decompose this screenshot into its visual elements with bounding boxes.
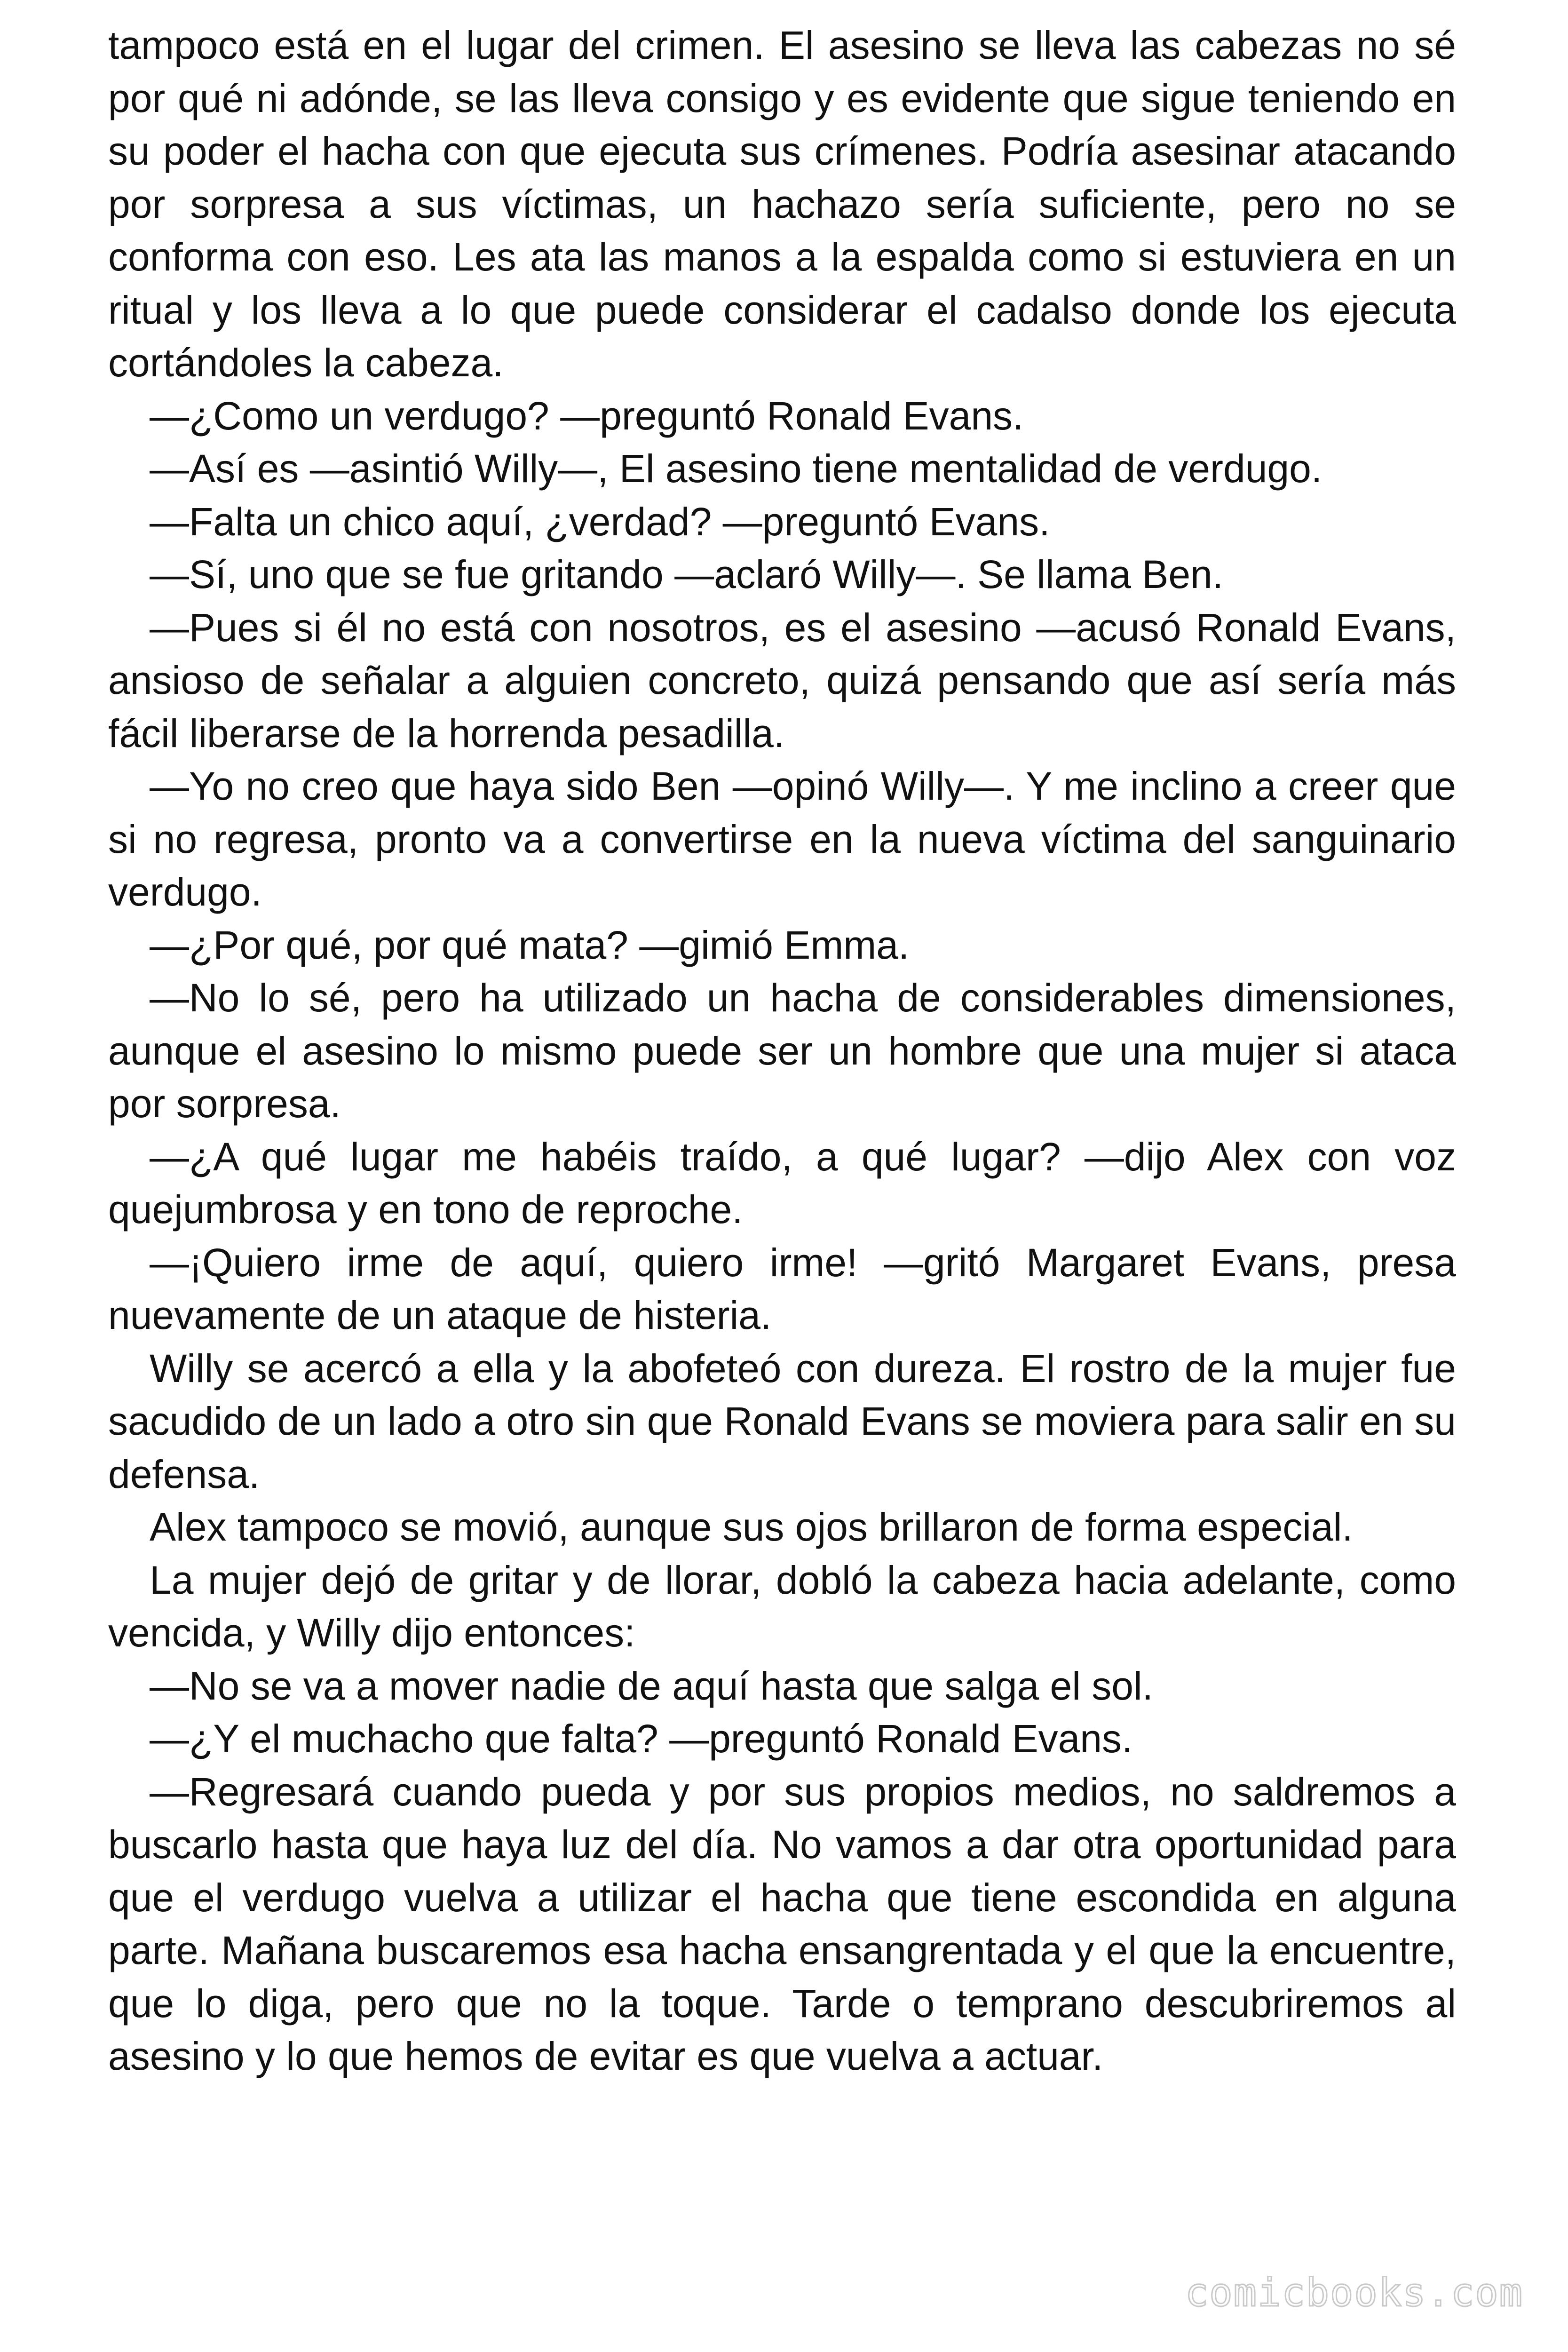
paragraph-3: —Así es —asintió Willy—, El asesino tiene mentalidad de verdugo. (150, 446, 1323, 491)
paragraph-16: —¿Y el muchacho que falta? —preguntó Ronald Evans. (150, 1716, 1133, 1761)
paragraph-6: —Pues si él no está con nosotros, es el asesino —acusó Ronald Evans, ansioso de señalar a alguien concreto, quizá pensando que así sería más fácil liberarse de la horrenda pesadilla. (108, 605, 1456, 755)
paragraph-4: —Falta un chico aquí, ¿verdad? —preguntó Evans. (150, 499, 1050, 544)
paragraph-8: —¿Por qué, por qué mata? —gimió Emma. (150, 922, 910, 967)
page-body (108, 19, 1456, 2083)
paragraph-13: Alex tampoco se movió, aunque sus ojos brillaron de forma especial. (150, 1505, 1353, 1549)
paragraph-10: —¿A qué lugar me habéis traído, a qué lugar? —dijo Alex con voz quejumbrosa y en tono de reproche. (108, 1134, 1456, 1232)
watermark: comicbooks.com (1185, 2271, 1523, 2315)
paragraph-12: Willy se acercó a ella y la abofeteó con dureza. El rostro de la mujer fue sacudido de un lado a otro sin que Ronald Evans se moviera para salir en su defensa. (108, 1346, 1456, 1496)
paragraph-1: tampoco está en el lugar del crimen. El asesino se lleva las cabezas no sé por qué ni adónde, se las lleva consigo y es evidente que sigue teniendo en su poder el hacha con que ejecuta sus crímenes. Podría asesinar atacando por sorpresa a sus víctimas, un hachazo sería suficiente, pero no se conforma con eso. Les ata las manos a la espalda como si estuviera en un ritual y los lleva a lo que puede considerar el cadalso donde los ejecuta cortándoles la cabeza. (108, 23, 1456, 385)
paragraph-11: —¡Quiero irme de aquí, quiero irme! —gritó Margaret Evans, presa nuevamente de un ataque de histeria. (108, 1240, 1456, 1337)
paragraph-5: —Sí, uno que se fue gritando —aclaró Willy—. Se llama Ben. (150, 552, 1224, 596)
paragraph-9: —No lo sé, pero ha utilizado un hacha de considerables dimensiones, aunque el asesino lo mismo puede ser un hombre que una mujer si ataca por sorpresa. (108, 976, 1456, 1126)
paragraph-14: La mujer dejó de gritar y de llorar, dobló la cabeza hacia adelante, como vencida, y Willy dijo entonces: (108, 1557, 1456, 1655)
paragraph-15: —No se va a mover nadie de aquí hasta que salga el sol. (150, 1663, 1153, 1708)
paragraph-17: —Regresará cuando pueda y por sus propios medios, no saldremos a buscarlo hasta que haya luz del día. No vamos a dar otra oportunidad para que el verdugo vuelva a utilizar el hacha que tiene escondida en alguna parte. Mañana buscaremos esa hacha ensangrentada y el que la encuentre, que lo diga, pero que no la toque. Tarde o temprano descubriremos al asesino y lo que hemos de evitar es que vuelva a actuar. (108, 1769, 1456, 2078)
paragraph-7: —Yo no creo que haya sido Ben —opinó Willy—. Y me inclino a creer que si no regresa, pronto va a convertirse en la nueva víctima del sanguinario verdugo. (108, 764, 1456, 914)
paragraph-2: —¿Como un verdugo? —preguntó Ronald Evans. (150, 393, 1024, 438)
